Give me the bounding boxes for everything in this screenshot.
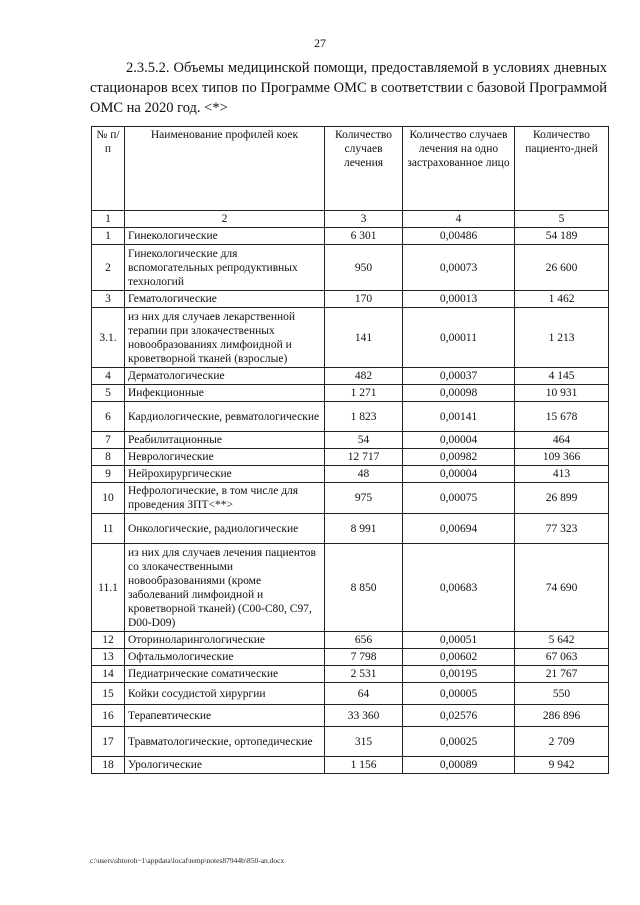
- profile-name: Офтальмологические: [125, 649, 325, 666]
- column-number: 2: [125, 211, 325, 228]
- header-number: № п/п: [92, 127, 125, 211]
- cases-per-insured: 0,00073: [403, 245, 515, 291]
- file-path-footer: c:\users\shtoroh~1\appdata\local\temp\notes87944b\850-an.docx: [90, 856, 285, 865]
- table-row: [92, 385, 609, 402]
- cases-per-insured: 0,00195: [403, 666, 515, 683]
- table-row: [92, 632, 609, 649]
- profile-name: Педиатрические соматические: [125, 666, 325, 683]
- cases-per-insured: 0,00037: [403, 368, 515, 385]
- patient-days: 77 323: [515, 514, 609, 544]
- page-number: 27: [314, 36, 326, 50]
- profile-name: Реабилитационные: [125, 432, 325, 449]
- row-number: 6: [92, 402, 125, 432]
- header-profile-name: Наименование профилей коек: [125, 127, 325, 211]
- cases-per-insured: 0,00098: [403, 385, 515, 402]
- column-number: 5: [515, 211, 609, 228]
- table-row: [92, 514, 609, 544]
- cases-per-insured: 0,00694: [403, 514, 515, 544]
- profile-name: Инфекционные: [125, 385, 325, 402]
- cases-count: 482: [325, 368, 403, 385]
- row-number: 2: [92, 245, 125, 291]
- row-number: 7: [92, 432, 125, 449]
- cases-count: 656: [325, 632, 403, 649]
- patient-days: 1 462: [515, 291, 609, 308]
- table-row: [92, 368, 609, 385]
- table-row: [92, 483, 609, 514]
- profile-name: Кардиологические, ревматологические: [125, 402, 325, 432]
- cases-per-insured: 0,00141: [403, 402, 515, 432]
- row-number: 11.1: [92, 544, 125, 632]
- profile-name: Онкологические, радиологические: [125, 514, 325, 544]
- table-row: [92, 228, 609, 245]
- cases-count: 1 156: [325, 757, 403, 774]
- cases-count: 48: [325, 466, 403, 483]
- patient-days: 10 931: [515, 385, 609, 402]
- header-cases: Количество случаев лечения: [325, 127, 403, 211]
- cases-count: 1 823: [325, 402, 403, 432]
- row-number: 17: [92, 727, 125, 757]
- row-number: 9: [92, 466, 125, 483]
- row-number: 15: [92, 683, 125, 705]
- patient-days: 26 899: [515, 483, 609, 514]
- table-row: [92, 449, 609, 466]
- cases-per-insured: 0,00011: [403, 308, 515, 368]
- column-numbers-row: [92, 211, 609, 228]
- cases-per-insured: 0,02576: [403, 705, 515, 727]
- row-number: 1: [92, 228, 125, 245]
- row-number: 11: [92, 514, 125, 544]
- table-row: [92, 245, 609, 291]
- patient-days: 67 063: [515, 649, 609, 666]
- cases-count: 950: [325, 245, 403, 291]
- profile-name: Койки сосудистой хирургии: [125, 683, 325, 705]
- patient-days: 464: [515, 432, 609, 449]
- row-number: 12: [92, 632, 125, 649]
- cases-per-insured: 0,00013: [403, 291, 515, 308]
- profile-name: Нефрологические, в том числе для проведения ЗПТ<**>: [125, 483, 325, 514]
- cases-count: 6 301: [325, 228, 403, 245]
- column-number: 1: [92, 211, 125, 228]
- patient-days: 550: [515, 683, 609, 705]
- cases-count: 1 271: [325, 385, 403, 402]
- table-body: [92, 228, 609, 774]
- table-row: [92, 727, 609, 757]
- table-header-row: [92, 127, 609, 211]
- cases-count: 975: [325, 483, 403, 514]
- row-number: 5: [92, 385, 125, 402]
- cases-count: 64: [325, 683, 403, 705]
- patient-days: 26 600: [515, 245, 609, 291]
- row-number: 16: [92, 705, 125, 727]
- patient-days: 15 678: [515, 402, 609, 432]
- row-number: 13: [92, 649, 125, 666]
- profile-name: Гинекологические для вспомогательных репродуктивных технологий: [125, 245, 325, 291]
- cases-count: 141: [325, 308, 403, 368]
- table-row: [92, 649, 609, 666]
- profile-name: Неврологические: [125, 449, 325, 466]
- patient-days: 74 690: [515, 544, 609, 632]
- table-row: [92, 705, 609, 727]
- patient-days: 413: [515, 466, 609, 483]
- patient-days: 9 942: [515, 757, 609, 774]
- patient-days: 109 366: [515, 449, 609, 466]
- cases-count: 315: [325, 727, 403, 757]
- profile-name: Гинекологические: [125, 228, 325, 245]
- row-number: 3.1.: [92, 308, 125, 368]
- cases-per-insured: 0,00005: [403, 683, 515, 705]
- table-row: [92, 402, 609, 432]
- profile-name: из них для случаев лекарственной терапии при злокачественных новообразованиях лимфоидной и кроветворной тканей (взрослые): [125, 308, 325, 368]
- profile-name: Дерматологические: [125, 368, 325, 385]
- cases-count: 8 991: [325, 514, 403, 544]
- profile-name: Травматологические, ортопедические: [125, 727, 325, 757]
- profile-name: Терапевтические: [125, 705, 325, 727]
- cases-count: 54: [325, 432, 403, 449]
- row-number: 14: [92, 666, 125, 683]
- header-cases-per-insured: Количество случаев лечения на одно застрахованное лицо: [403, 127, 515, 211]
- table-row: [92, 757, 609, 774]
- table-row: [92, 666, 609, 683]
- table-row: [92, 432, 609, 449]
- cases-per-insured: 0,00025: [403, 727, 515, 757]
- cases-count: 2 531: [325, 666, 403, 683]
- cases-per-insured: 0,00683: [403, 544, 515, 632]
- table-row: [92, 544, 609, 632]
- cases-count: 8 850: [325, 544, 403, 632]
- cases-per-insured: 0,00004: [403, 466, 515, 483]
- patient-days: 54 189: [515, 228, 609, 245]
- profile-name: Нейрохирургические: [125, 466, 325, 483]
- column-number: 3: [325, 211, 403, 228]
- cases-per-insured: 0,00075: [403, 483, 515, 514]
- cases-per-insured: 0,00486: [403, 228, 515, 245]
- patient-days: 4 145: [515, 368, 609, 385]
- profile-name: Оториноларингологические: [125, 632, 325, 649]
- profile-name: Урологические: [125, 757, 325, 774]
- table-row: [92, 466, 609, 483]
- patient-days: 1 213: [515, 308, 609, 368]
- section-heading: 2.3.5.2. Объемы медицинской помощи, предоставляемой в условиях дневных стационаров всех типов по Программе ОМС в соответствии с базовой Программой ОМС на 2020 год. <*>: [90, 60, 607, 116]
- cases-per-insured: 0,00602: [403, 649, 515, 666]
- row-number: 4: [92, 368, 125, 385]
- cases-per-insured: 0,00004: [403, 432, 515, 449]
- cases-per-insured: 0,00089: [403, 757, 515, 774]
- row-number: 10: [92, 483, 125, 514]
- cases-count: 170: [325, 291, 403, 308]
- cases-per-insured: 0,00982: [403, 449, 515, 466]
- patient-days: 286 896: [515, 705, 609, 727]
- row-number: 8: [92, 449, 125, 466]
- profile-name: из них для случаев лечения пациентов со злокачественными новообразованиями (кроме заболеваний лимфоидной и кроветворной тканей) (C00-C80, C97, D00-D09): [125, 544, 325, 632]
- profile-name: Гематологические: [125, 291, 325, 308]
- patient-days: 5 642: [515, 632, 609, 649]
- cases-count: 12 717: [325, 449, 403, 466]
- patient-days: 21 767: [515, 666, 609, 683]
- cases-per-insured: 0,00051: [403, 632, 515, 649]
- volumes-table: [91, 126, 609, 774]
- row-number: 3: [92, 291, 125, 308]
- table-row: [92, 308, 609, 368]
- patient-days: 2 709: [515, 727, 609, 757]
- row-number: 18: [92, 757, 125, 774]
- table-row: [92, 291, 609, 308]
- header-patient-days: Количество пациенто-дней: [515, 127, 609, 211]
- table-row: [92, 683, 609, 705]
- cases-count: 33 360: [325, 705, 403, 727]
- cases-count: 7 798: [325, 649, 403, 666]
- column-number: 4: [403, 211, 515, 228]
